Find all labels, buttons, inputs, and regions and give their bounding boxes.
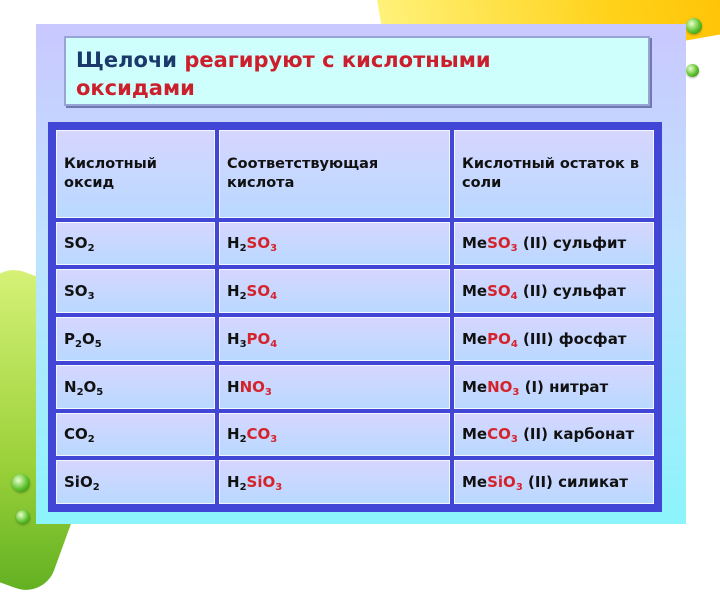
- formula-text: (III) фосфат: [517, 329, 627, 348]
- formula-subscript: 3: [510, 434, 518, 446]
- decor-bead: [686, 64, 699, 77]
- formula-subscript: 5: [96, 386, 104, 398]
- cell-acid: [219, 460, 450, 504]
- slide: [36, 24, 686, 524]
- formula-text: NO: [239, 377, 265, 396]
- cell-salt: [454, 269, 654, 313]
- title-part-oxides: оксидами: [76, 76, 195, 100]
- formula-text: P: [64, 329, 75, 348]
- cell-oxide: [56, 317, 215, 361]
- decor-bead: [12, 474, 30, 492]
- formula-text: O: [81, 329, 95, 348]
- title-box: [64, 36, 650, 106]
- formula-subscript: 2: [92, 482, 100, 494]
- formula-text: H: [227, 473, 240, 492]
- formula-text: H: [227, 425, 240, 444]
- title-part-react: реагируют с кислотными: [177, 48, 491, 72]
- formula-text: SO: [246, 282, 271, 301]
- formula-text: (II) сульфат: [517, 282, 626, 301]
- formula-text: SO: [64, 234, 88, 253]
- formula-text: O: [83, 377, 97, 396]
- formula-text: SiO: [64, 473, 93, 492]
- table-row: [56, 413, 654, 457]
- table-row: [56, 317, 654, 361]
- formula-text: CO: [487, 425, 511, 444]
- formula-subscript: 3: [87, 291, 95, 303]
- formula-text: Me: [462, 377, 488, 396]
- formula-text: NO: [487, 377, 513, 396]
- cell-oxide: [56, 222, 215, 266]
- formula-text: CO: [64, 425, 88, 444]
- table-row: [56, 460, 654, 504]
- formula-text: SiO: [487, 473, 516, 492]
- formula-subscript: 2: [75, 338, 82, 350]
- formula-text: SO: [487, 282, 511, 301]
- formula-subscript: 3: [275, 482, 283, 494]
- formula-text: Me: [462, 282, 488, 301]
- decor-bead: [16, 510, 30, 524]
- formula-subscript: 2: [76, 386, 84, 398]
- formula-text: PO: [487, 329, 511, 348]
- formula-text: H: [227, 377, 240, 396]
- formula-subscript: 3: [270, 243, 278, 255]
- cell-acid: [219, 222, 450, 266]
- header-cell-oxide: Кислотный оксид: [56, 130, 215, 218]
- formula-subscript: 2: [239, 482, 247, 494]
- formula-subscript: 2: [239, 434, 247, 446]
- table-row: [56, 269, 654, 313]
- title-part-alkalis: Щелочи: [76, 48, 178, 72]
- formula-text: Me: [462, 473, 488, 492]
- formula-text: PO: [246, 329, 271, 348]
- cell-acid: [219, 413, 450, 457]
- cell-oxide: [56, 365, 215, 409]
- formula-text: SO: [246, 234, 271, 253]
- cell-salt: [454, 365, 654, 409]
- formula-subscript: 3: [270, 434, 278, 446]
- slide-title: [76, 46, 638, 102]
- formula-subscript: 3: [239, 338, 247, 350]
- formula-text: H: [227, 282, 240, 301]
- cell-acid: [219, 269, 450, 313]
- formula-text: Me: [462, 234, 488, 253]
- formula-subscript: 4: [510, 338, 518, 350]
- formula-subscript: 5: [94, 338, 102, 350]
- formula-text: Me: [462, 425, 488, 444]
- formula-subscript: 2: [239, 243, 247, 255]
- formula-text: (II) силикат: [522, 473, 628, 492]
- header-cell-salt: Кислотный остаток в соли: [454, 130, 654, 218]
- cell-salt: [454, 413, 654, 457]
- formula-text: H: [227, 329, 240, 348]
- cell-acid: [219, 317, 450, 361]
- table-row: [56, 365, 654, 409]
- formula-text: (II) сульфит: [517, 234, 627, 253]
- cell-salt: [454, 460, 654, 504]
- formula-text: (I) нитрат: [519, 377, 609, 396]
- formula-subscript: 3: [264, 386, 272, 398]
- table-row: [56, 222, 654, 266]
- decor-bead: [686, 18, 702, 34]
- header-cell-acid: Соответствующая кислота: [219, 130, 450, 218]
- formula-text: N: [64, 377, 77, 396]
- formula-subscript: 4: [510, 291, 518, 303]
- formula-subscript: 2: [87, 434, 95, 446]
- formula-subscript: 3: [515, 482, 523, 494]
- formula-text: CO: [246, 425, 271, 444]
- formula-text: SO: [64, 282, 88, 301]
- cell-acid: [219, 365, 450, 409]
- formula-subscript: 4: [270, 291, 278, 303]
- formula-subscript: 2: [239, 291, 247, 303]
- cell-oxide: [56, 460, 215, 504]
- formula-subscript: 3: [510, 243, 518, 255]
- oxides-table: [52, 126, 658, 508]
- cell-salt: [454, 317, 654, 361]
- formula-subscript: 4: [270, 338, 278, 350]
- formula-subscript: 3: [512, 386, 520, 398]
- formula-text: H: [227, 234, 240, 253]
- formula-subscript: 2: [87, 243, 95, 255]
- formula-text: SiO: [246, 473, 276, 492]
- formula-text: (II) карбонат: [517, 425, 635, 444]
- cell-oxide: [56, 413, 215, 457]
- table-header-row: [56, 130, 654, 218]
- cell-salt: [454, 222, 654, 266]
- oxides-table-frame: [48, 122, 662, 512]
- cell-oxide: [56, 269, 215, 313]
- formula-text: Me: [462, 329, 488, 348]
- formula-text: SO: [487, 234, 511, 253]
